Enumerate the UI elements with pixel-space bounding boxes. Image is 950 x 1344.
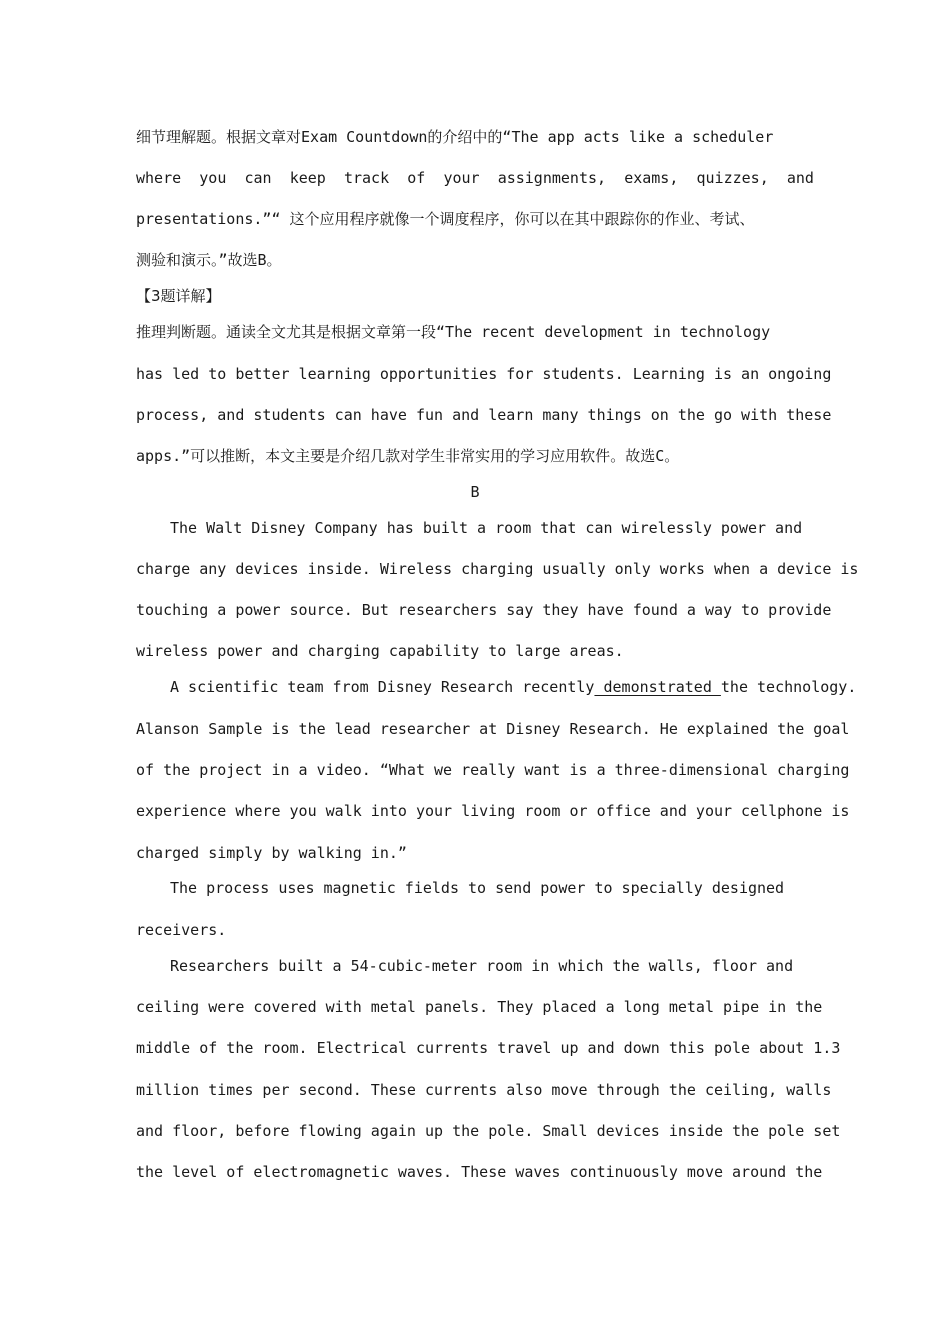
answer2-line-2 — [136, 168, 814, 188]
passage-p4-line-4: million times per second. These currents also move through the ceiling, walls — [136, 1081, 832, 1099]
answer3-line-1: 推理判断题。通读全文尤其是根据文章第一段“The recent development in technology — [136, 323, 771, 341]
passage-p2-line-3: of the project in a video. “What we really want is a three-dimensional charging — [136, 761, 850, 779]
word: quizzes, — [696, 169, 769, 187]
word: you — [199, 169, 227, 187]
word: exams, — [624, 169, 679, 187]
passage-p4-line-6: the level of electromagnetic waves. These waves continuously move around the — [136, 1163, 823, 1181]
passage-p4-line-1: Researchers built a 54-cubic-meter room in which the walls, floor and — [170, 957, 794, 975]
passage-p4-line-5: and floor, before flowing again up the pole. Small devices inside the pole set — [136, 1122, 841, 1140]
answer3-line-4: apps.”可以推断，本文主要是介绍几款对学生非常实用的学习应用软件。故选C。 — [136, 447, 680, 465]
passage-p4-line-2: ceiling were covered with metal panels. They placed a long metal pipe in the — [136, 998, 823, 1016]
passage-p1-line-2: charge any devices inside. Wireless charging usually only works when a device is — [136, 560, 859, 578]
answer3-line-2: has led to better learning opportunities for students. Learning is an ongoing — [136, 365, 832, 383]
passage-p2-line-4: experience where you walk into your living room or office and your cellphone is — [136, 802, 850, 820]
word: track — [343, 169, 390, 187]
word: and — [786, 169, 814, 187]
passage-p2-line-2: Alanson Sample is the lead researcher at Disney Research. He explained the goal — [136, 720, 850, 738]
word: keep — [289, 169, 326, 187]
underlined-word-demonstrated: demonstrated — [594, 678, 721, 696]
passage-p3-line-2: receivers. — [136, 921, 227, 939]
answer2-line-1: 细节理解题。根据文章对Exam Countdown的介绍中的“The app acts like a scheduler — [136, 128, 774, 146]
answer2-line-4: 测验和演示。”故选B。 — [136, 251, 282, 269]
passage-p3-line-1: The process uses magnetic fields to send power to specially designed — [170, 879, 785, 897]
passage-label: B — [470, 483, 480, 501]
passage-p1-line-1: The Walt Disney Company has built a room that can wirelessly power and — [170, 519, 803, 537]
passage-p2-line-1 — [170, 677, 856, 697]
p2-text-before: A scientific team from Disney Research recently — [170, 678, 595, 696]
word: assignments, — [497, 169, 607, 187]
word: your — [443, 169, 480, 187]
passage-p2-line-5: charged simply by walking in.” — [136, 844, 407, 862]
passage-p1-line-3: touching a power source. But researchers say they have found a way to provide — [136, 601, 832, 619]
answer2-line-3: presentations.”“ 这个应用程序就像一个调度程序，你可以在其中跟踪你的作业、考试、 — [136, 210, 755, 228]
word: where — [136, 169, 182, 187]
answer3-heading: 【3题详解】 — [136, 287, 221, 305]
passage-p1-line-4: wireless power and charging capability to large areas. — [136, 642, 624, 660]
passage-p4-line-3: middle of the room. Electrical currents travel up and down this pole about 1.3 — [136, 1039, 841, 1057]
p2-text-after: the technology. — [720, 678, 857, 696]
word: of — [407, 169, 426, 187]
word: can — [244, 169, 272, 187]
answer3-line-3: process, and students can have fun and learn many things on the go with these — [136, 406, 832, 424]
